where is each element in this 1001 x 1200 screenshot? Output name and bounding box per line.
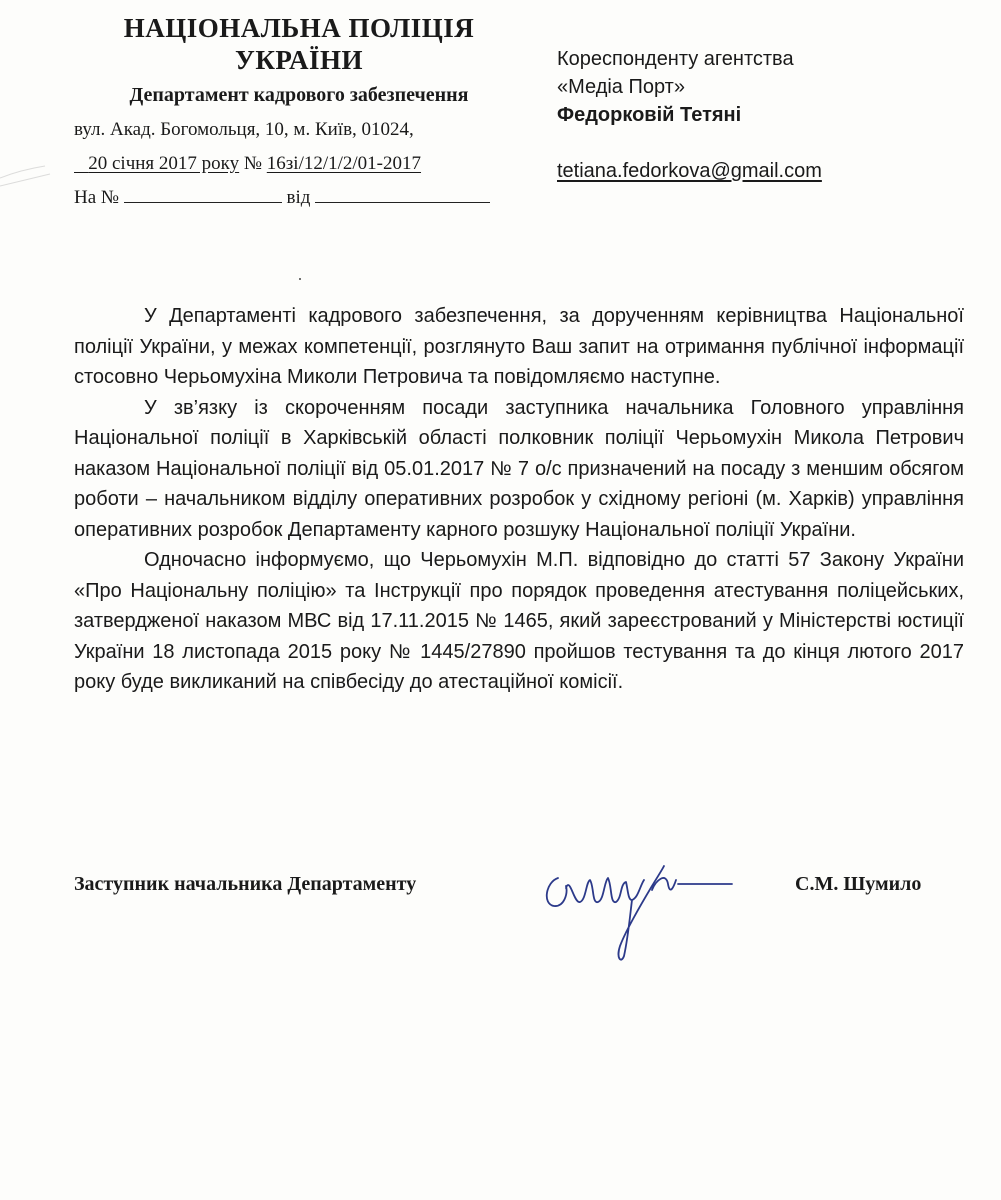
letter-body <box>74 301 964 698</box>
org-name-line1: НАЦІОНАЛЬНА ПОЛІЦІЯ <box>123 13 475 43</box>
letter-date: 20 січня 2017 року <box>88 153 240 174</box>
ref-number-blank <box>124 186 282 203</box>
from-label: від <box>286 187 311 208</box>
recipient-name: Федорковій Тетяні <box>557 104 742 126</box>
body-paragraph-1: У Департаменті кадрового забезпечення, за дорученням керівництва Національної поліції України, у межах компетенції, розглянуто Ваш запит на отримання публічної інформації стосовно Черьомухіна Миколи Петровича та повідомляємо наступне. <box>74 305 964 388</box>
outgoing-reference <box>74 153 421 175</box>
recipient-block <box>557 45 794 129</box>
recipient-line2: «Медіа Порт» <box>557 76 685 98</box>
outgoing-number: 16зі/12/1/2/01-2017 <box>266 153 422 174</box>
number-label: № <box>243 153 263 174</box>
org-name-line2: УКРАЇНИ <box>235 45 363 75</box>
handwritten-signature <box>536 846 736 966</box>
scan-smudge <box>0 160 60 200</box>
recipient-email[interactable]: tetiana.fedorkova@gmail.com <box>557 160 822 182</box>
ref-label: На № <box>74 187 120 208</box>
ref-date-blank <box>315 186 490 203</box>
address: вул. Акад. Богомольця, 10, м. Київ, 01024, <box>74 119 414 140</box>
department-name: Департамент кадрового забезпечення <box>129 84 469 106</box>
signatory-title: Заступник начальника Департаменту <box>74 873 417 895</box>
body-paragraph-3: Одночасно інформуємо, що Черьомухін М.П. відповідно до статті 57 Закону України «Про Національну поліцію» та Інструкції про порядок проведення атестування поліцейських, затвердженої наказом МВС від 17.11.2015 № 1465, який зареєстрований у Міністерстві юстиції України 18 листопада 2015 року № 1445/27890 пройшов тестування та до кінця лютого 2017 року буде викликаний на співбесіду до атестаційної комісії. <box>74 549 964 693</box>
recipient-line1: Кореспонденту агентства <box>557 48 794 70</box>
letterhead <box>64 12 534 107</box>
incoming-reference <box>74 186 490 209</box>
stray-dot <box>299 278 301 280</box>
body-paragraph-2: У зв’язку із скороченням посади заступника начальника Головного управління Національної поліції в Харківській області полковник поліції Черьомухін Микола Петрович наказом Національної поліції від 05.01.2017 № 7 о/с призначений на посаду з меншим обсягом роботи – начальником відділу оперативних розробок у східному регіоні (м. Харків) управління оперативних розробок Департаменту карного розшуку Національної поліції України. <box>74 396 964 541</box>
signatory-name: С.М. Шумило <box>795 873 922 895</box>
